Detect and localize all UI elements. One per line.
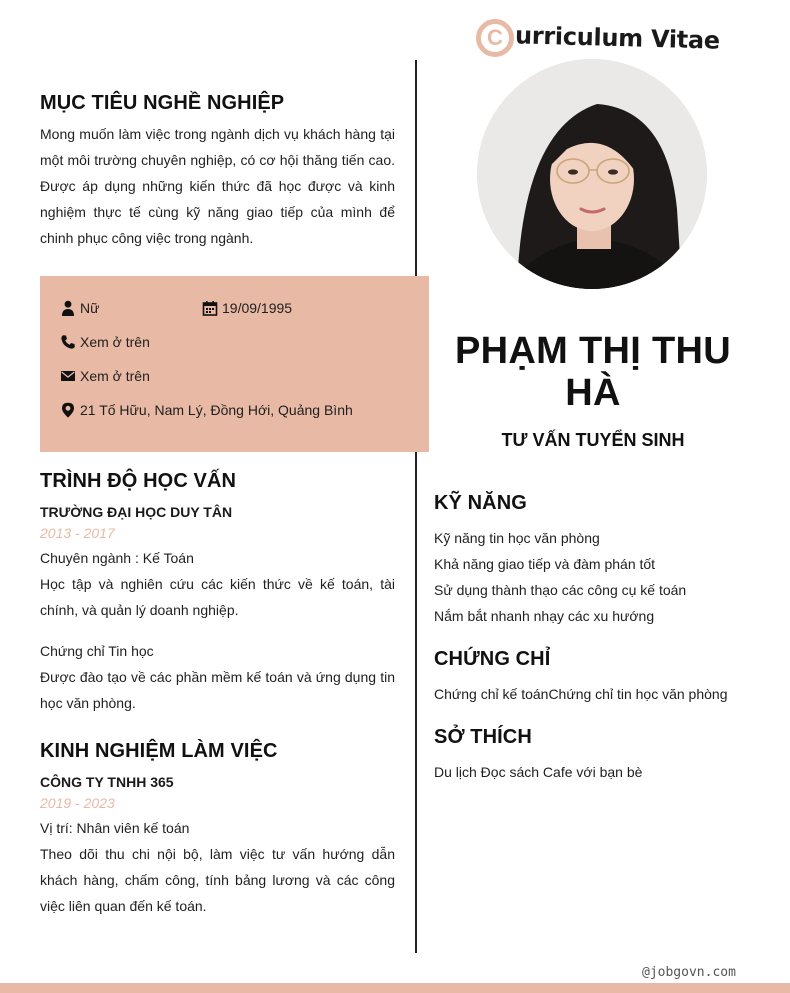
email-value: Xem ở trên (80, 368, 150, 384)
phone-item (60, 334, 150, 350)
phone-icon (60, 334, 76, 350)
skills-heading: KỸ NĂNG (434, 492, 527, 514)
education-description: Học tập và nghiên cứu các kiến thức về kế toán, tài chính, và quản lý doanh nghiệp. (40, 576, 395, 618)
birthday-value: 19/09/1995 (222, 300, 293, 316)
education-section (40, 470, 395, 716)
column-divider (415, 60, 417, 953)
certificates-heading: CHỨNG CHỈ (434, 648, 551, 670)
contact-box (40, 276, 429, 452)
profile-name-block (436, 330, 750, 451)
address-item (60, 402, 353, 418)
certificate-title: Chứng chỉ Tin học (40, 643, 154, 659)
person-icon (60, 300, 76, 316)
experience-section (40, 740, 395, 919)
education-major: Chuyên ngành : Kế Toán (40, 550, 194, 566)
gender-item (60, 300, 99, 316)
school-name: TRƯỜNG ĐẠI HỌC DUY TÂN (40, 504, 233, 520)
envelope-icon (60, 368, 76, 384)
address-value: 21 Tố Hữu, Nam Lý, Đồng Hới, Quảng Bình (80, 402, 353, 418)
certificates-text: Chứng chỉ kế toánChứng chỉ tin học văn phòng (434, 686, 728, 702)
objective-text: Mong muốn làm việc trong ngành dịch vụ khách hàng tại một môi trường chuyên nghiệp, có cơ hội thăng tiến cao. Được áp dụng những kiến thức đã học được và kinh nghiệm thực tế cùng kỹ năng giao tiếp của mình để chinh phục công việc trong ngành. (40, 126, 395, 246)
map-pin-icon (60, 402, 76, 418)
profile-photo (477, 59, 707, 289)
company-name: CÔNG TY TNHH 365 (40, 774, 174, 790)
job-title: TƯ VẤN TUYỂN SINH (501, 430, 685, 450)
skill-item: Nắm bắt nhanh nhạy các xu hướng (434, 608, 655, 624)
full-name: PHẠM THỊ THU HÀ (455, 330, 731, 414)
education-heading: TRÌNH ĐỘ HỌC VẤN (40, 470, 237, 492)
skills-section (434, 492, 754, 629)
footer-handle: @jobgovn.com (642, 965, 736, 980)
footer-bar (0, 983, 790, 993)
certificates-section (434, 648, 754, 707)
experience-position: Vị trí: Nhân viên kế toán (40, 820, 190, 836)
gender-value: Nữ (80, 300, 100, 316)
certificate-description: Được đào tạo về các phần mềm kế toán và ứng dụng tin học văn phòng. (40, 669, 395, 711)
birthday-item (202, 300, 292, 316)
experience-description: Theo dõi thu chi nội bộ, làm việc tư vấn hướng dẫn khách hàng, chấm công, tính bảng lương và các công việc liên quan đến kế toán. (40, 846, 395, 914)
skill-item: Kỹ năng tin học văn phòng (434, 530, 600, 546)
email-item (60, 368, 150, 384)
skill-item: Khả năng giao tiếp và đàm phán tốt (434, 556, 656, 572)
experience-years: 2019 - 2023 (40, 795, 115, 811)
phone-value: Xem ở trên (80, 334, 150, 350)
objective-heading: MỤC TIÊU NGHỀ NGHIỆP (40, 92, 285, 114)
skill-item: Sử dụng thành thạo các công cụ kế toán (434, 582, 687, 598)
objective-section (40, 92, 395, 251)
hobbies-heading: SỞ THÍCH (434, 726, 532, 748)
hobbies-section (434, 726, 754, 785)
education-years: 2013 - 2017 (40, 525, 115, 541)
hobbies-text: Du lịch Đọc sách Cafe với bạn bè (434, 764, 643, 780)
portrait-illustration (477, 59, 707, 289)
calendar-icon (202, 300, 218, 316)
logo-letter: C (476, 19, 514, 57)
experience-heading: KINH NGHIỆM LÀM VIỆC (40, 740, 278, 762)
logo-text: urriculum Vitae (514, 21, 721, 55)
cv-logo (476, 16, 720, 60)
